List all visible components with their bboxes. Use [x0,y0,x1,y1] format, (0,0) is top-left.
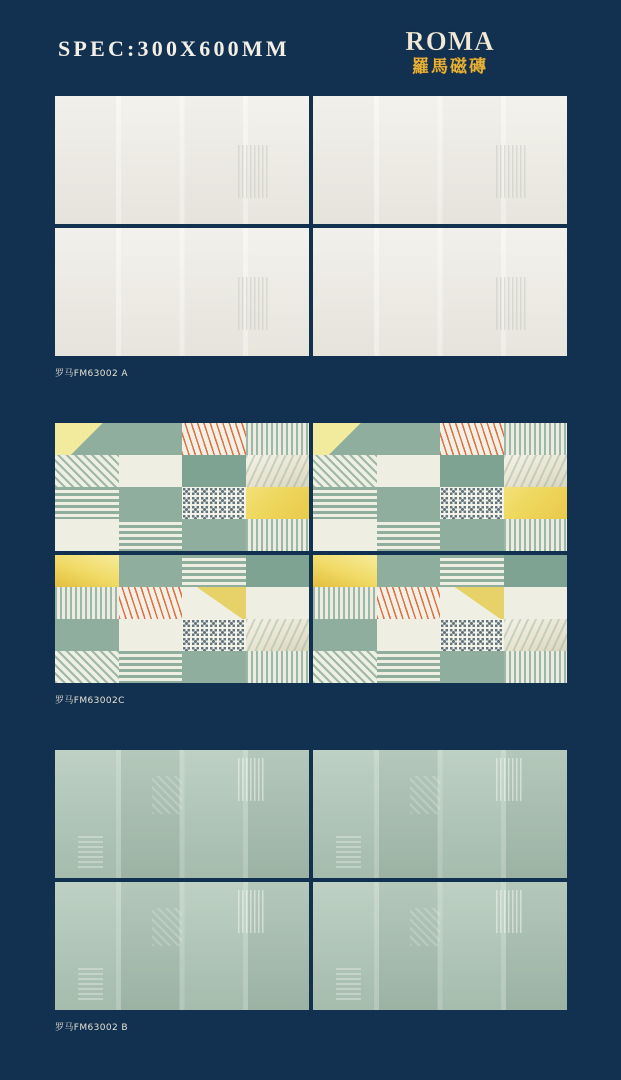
pattern-cell [377,423,441,455]
brand-name-cn: 羅馬磁磚 [412,57,488,77]
pattern-cell [440,555,504,587]
pattern-cell [377,651,441,683]
brand-name-en: ROMA [405,26,495,56]
pattern-cell [440,587,504,619]
pattern-cell [504,651,568,683]
panel-b [55,750,567,1033]
pattern-cell [182,587,246,619]
pattern-cell [182,619,246,651]
tile-grid-c [55,423,567,683]
pattern-cell [119,587,183,619]
pattern-cell [55,423,119,455]
pattern-cell [55,555,119,587]
pattern-cell [504,455,568,487]
pattern-cell [440,423,504,455]
panel-a [55,96,567,379]
pattern-cell [119,455,183,487]
pattern-cell [377,555,441,587]
pattern-cell [377,487,441,519]
pattern-cell [313,487,377,519]
pattern-cell [313,619,377,651]
pattern-cell [377,587,441,619]
pattern-cell [504,619,568,651]
pattern-cell [246,455,310,487]
pattern-cell [313,555,377,587]
panel-caption-b: 罗马FM63002 B [55,1023,129,1033]
tile-sample [313,750,567,878]
pattern-cell [504,555,568,587]
pattern-cell [55,619,119,651]
pattern-cell [119,423,183,455]
pattern-cell [119,519,183,551]
pattern-cell [440,651,504,683]
tile-sample [313,882,567,1010]
pattern-cell [313,519,377,551]
pattern-cell [440,455,504,487]
pattern-cell [440,487,504,519]
pattern-cell [119,619,183,651]
pattern-cell [55,487,119,519]
pattern-cell [246,555,310,587]
brand-logo [390,26,510,82]
pattern-cell [182,423,246,455]
panel-caption-a: 罗马FM63002 A [55,369,128,379]
tile-sample [55,750,309,878]
pattern-cell [246,619,310,651]
pattern-cell [55,455,119,487]
pattern-cell [504,423,568,455]
pattern-cell [55,651,119,683]
pattern-cell [119,555,183,587]
tile-sample [55,228,309,356]
pattern-cell [55,519,119,551]
pattern-cell [119,487,183,519]
panel-c [55,423,567,706]
pattern-cell [182,519,246,551]
pattern-cell [377,519,441,551]
pattern-cell [313,651,377,683]
pattern-cell [182,651,246,683]
tile-grid-b [55,750,567,1010]
pattern-cell [246,519,310,551]
pattern-cell [55,587,119,619]
tile-grid-a [55,96,567,356]
tile-sample [313,96,567,224]
page-header [0,0,621,96]
pattern-cell [246,651,310,683]
pattern-cell [246,487,310,519]
pattern-cell [440,619,504,651]
tile-sample [55,96,309,224]
pattern-cell [246,587,310,619]
pattern-cell [246,423,310,455]
pattern-cell [182,455,246,487]
spec-title: SPEC:300X600MM [58,36,290,61]
tile-sample [55,882,309,1010]
pattern-cell [377,455,441,487]
pattern-cell [119,651,183,683]
tile-sample [313,423,567,551]
pattern-cell [440,519,504,551]
pattern-cell [182,487,246,519]
tile-sample [313,228,567,356]
pattern-cell [504,519,568,551]
pattern-cell [313,455,377,487]
pattern-cell [504,587,568,619]
tile-sample [55,555,309,683]
pattern-cell [182,555,246,587]
tile-sample [55,423,309,551]
pattern-cell [313,423,377,455]
pattern-cell [377,619,441,651]
panel-caption-c: 罗马FM63002C [55,696,125,706]
tile-sample [313,555,567,683]
pattern-cell [504,487,568,519]
pattern-cell [313,587,377,619]
